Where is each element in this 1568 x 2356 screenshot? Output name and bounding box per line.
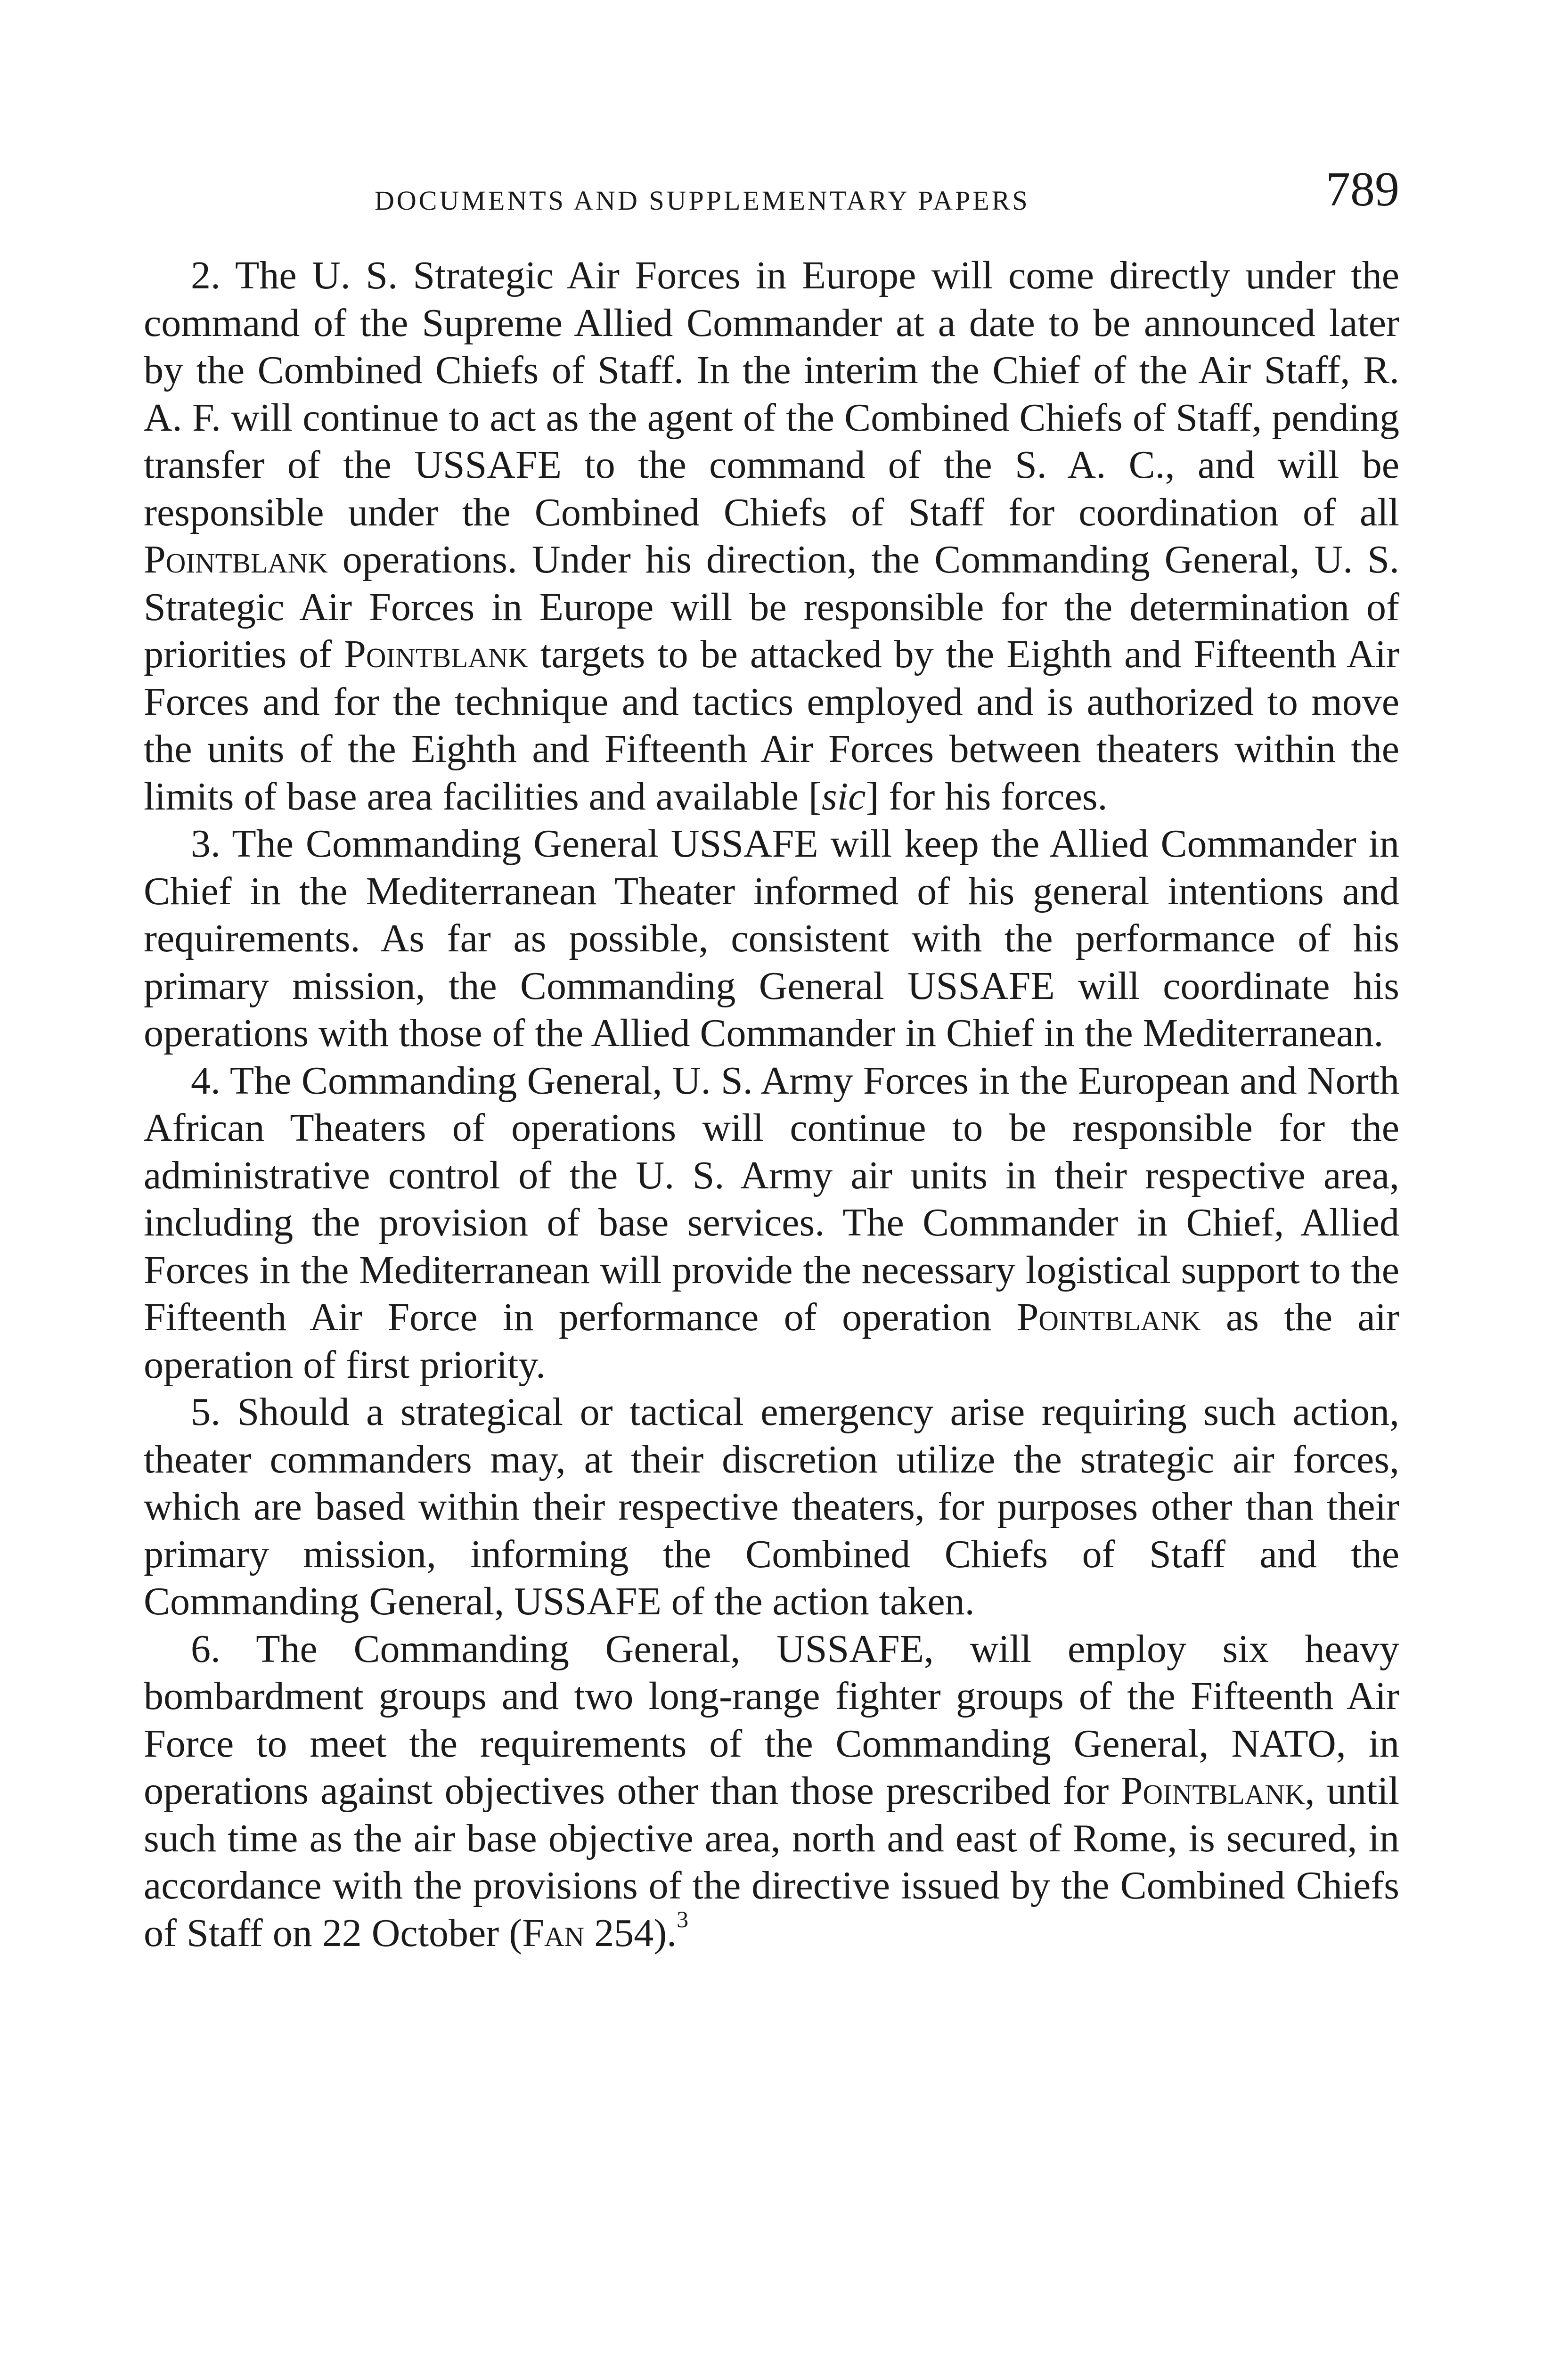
running-header bbox=[144, 160, 1399, 221]
code-name-pointblank: Pointblank bbox=[144, 538, 328, 581]
running-title: DOCUMENTS AND SUPPLEMENTARY PAPERS bbox=[375, 185, 1030, 216]
code-name-pointblank: Pointblank bbox=[1120, 1769, 1305, 1813]
code-name-pointblank: Pointblank bbox=[1016, 1295, 1201, 1339]
message-reference-fan: Fan bbox=[522, 1911, 585, 1955]
footnote-reference: 3 bbox=[677, 1906, 689, 1932]
paragraph-5: 5. Should a strategical or tactical emergency arise requiring such action, theater commanders may, at their discretion utilize the strategic air forces, which are based within their respective theaters, for purposes other than their primary mission, informing the Combined Chiefs of Staff and the Commanding General, USSAFE of the action taken. bbox=[144, 1390, 1399, 1623]
paragraph-2: 2. The U. S. Strategic Air Forces in Europe will come directly under the command of the Supreme Allied Commander at a date to be announced later by the Combined Chiefs of Staff. In the interim the Chief of the Air Staff, R. A. F. will continue to act as the agent of the Combined Chiefs of Staff, pending transfer of the USSAFE to the command of the S. A. C., and will be responsible under the Combined Chiefs of Staff for coordination of all Pointblank operations. Under his direction, the Commanding General, U. S. Strategic Air Forces in Europe will be responsible for the determination of priorities of Pointblank targets to be attacked by the Eighth and Fifteenth Air Forces and for the technique and tactics employed and is authorized to move the units of the Eighth and Fifteenth Air Forces between theaters within the limits of base area facilities and available [sic] for his forces. bbox=[144, 254, 1399, 818]
code-name-pointblank: Pointblank bbox=[344, 632, 529, 676]
body-text bbox=[144, 252, 1399, 1957]
page-number: 789 bbox=[1326, 162, 1399, 216]
paragraph-6: 6. The Commanding General, USSAFE, will employ six heavy bombardment groups and two long-range fighter groups of the Fifteenth Air Force to meet the requirements of the Commanding General, NATO, in operations against objectives other than those prescribed for Pointblank, until such time as the air base objective area, north and east of Rome, is secured, in accordance with the provisions of the directive issued by the Combined Chiefs of Staff on 22 October (Fan 254).$^3$ bbox=[144, 1627, 1400, 1955]
paragraph-3: 3. The Commanding General USSAFE will keep the Allied Commander in Chief in the Mediterranean Theater informed of his general intentions and requirements. As far as possible, consistent with the performance of his primary mission, the Commanding General USSAFE will coordinate his operations with those of the Allied Commander in Chief in the Mediterranean. bbox=[144, 822, 1399, 1055]
paragraph-4: 4. The Commanding General, U. S. Army Forces in the European and North African Theaters of operations will continue to be responsible for the administrative control of the U. S. Army air units in their respective area, including the provision of base services. The Commander in Chief, Allied Forces in the Mediterranean will provide the necessary logistical support to the Fifteenth Air Force in performance of operation Pointblank as the air operation of first priority. bbox=[144, 1058, 1400, 1387]
sic-annotation: sic bbox=[822, 774, 866, 818]
